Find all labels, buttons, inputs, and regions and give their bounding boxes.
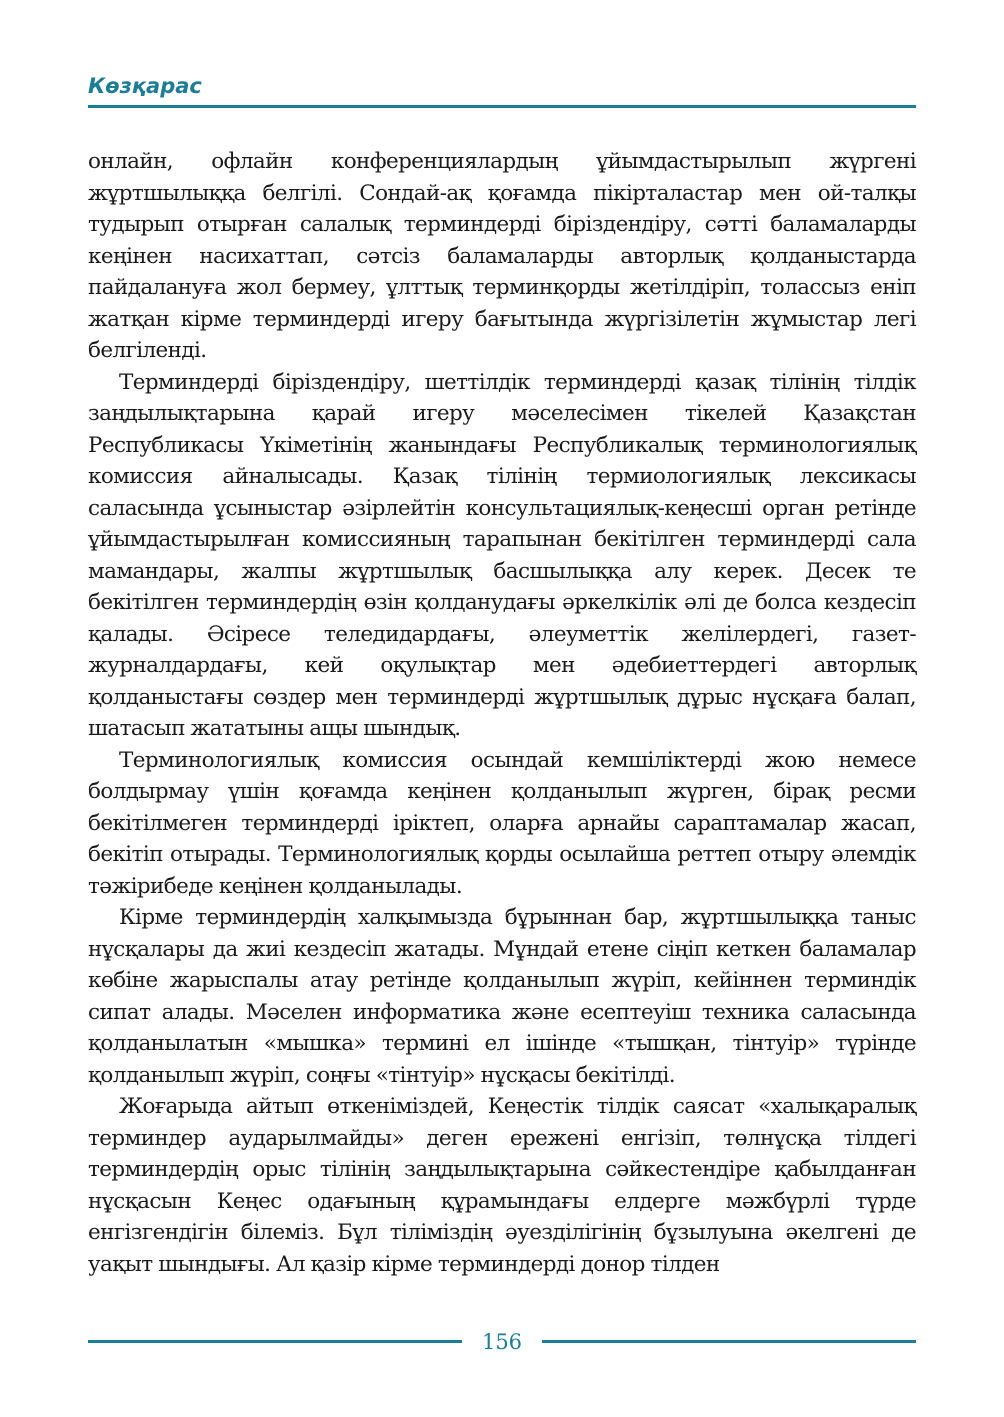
paragraph: Жоғарыда айтып өткеніміздей, Кеңестік тілдік саясат «халықаралық терминдер аударылмайды» деген ережені енгізіп, төлнұсқа тілдегі терминдердің орыс тілінің заңдылықтарына сәйкестендіре қабылданған нұсқасын Кеңес одағының құрамындағы елдерге мәжбүрлі түрде енгізгендігін білеміз. Бұл тіліміздің әуезділігінің бұзылуына әкелгені де уақыт шындығы. Ал қазір кірме терминдерді донор тілден: [88, 1094, 916, 1277]
body-text: [88, 146, 916, 1280]
paragraph: Терминдерді біріздендіру, шеттілдік терминдерді қазақ тілінің тілдік заңдылықтарына қарай игеру мәселесімен тікелей Қазақстан Республикасы Үкіметінің жанындағы Республикалық терминологиялық комиссия айналысады. Қазақ тілінің термиологиялық лексикасы саласында ұсыныстар әзірлейтін консультациялық-кеңесші орган ретінде ұйымдастырылған комиссияның тарапынан бекітілген терминдерді сала мамандары, жалпы жұртшылық басшылыққа алу керек. Десек те бекітілген терминдердің өзін қолданудағы әркелкілік әлі де болса кездесіп қалады. Әсіресе теледидардағы, әлеуметтік желілердегі, газет-журналдардағы, кей оқулықтар мен әдебиеттердегі авторлық қолданыстағы сөздер мен терминдерді жұртшылық дұрыс нұсқаға балап, шатасып жататыны ащы шындық.: [88, 369, 916, 741]
paragraph: Терминологиялық комиссия осындай кемшіліктерді жою немесе болдырмау үшін қоғамда кеңінен қолданылып жүрген, бірақ ресми бекітілмеген терминдерді іріктеп, оларға арнайы сараптамалар жасап, бекітіп отырады. Терминологиялық қорды осылайша реттеп отыру әлемдік тәжірибеде кеңінен қолданылады.: [88, 747, 916, 899]
page-number: 156: [481, 1330, 523, 1354]
paragraph: Кірме терминдердің халқымызда бұрыннан бар, жұртшылыққа таныс нұсқалары да жиі кездесіп жатады. Мұндай етене сіңіп кеткен баламалар көбіне жарыспалы атау ретінде қолданылып жүріп, кейіннен терминдік сипат алады. Мәселен информатика және есептеуіш техника саласында қолданылатын «мышка» термині ел ішінде «тышқан, тінтуір» түрінде қолданылып жүріп, соңғы «тінтуір» нұсқасы бекітілді.: [88, 905, 916, 1088]
header-divider: [88, 105, 916, 108]
page-footer: [88, 1325, 916, 1359]
footer-divider-left: [88, 1340, 462, 1343]
section-title: Көзқарас: [88, 74, 202, 98]
paragraph-continued: онлайн, офлайн конференциялардың ұйымдастырылып жүргені жұртшылыққа белгілі. Сондай-ақ қоғамда пікірталастар мен ой-талқы тудырып отырған салалық терминдерді біріздендіру, сәтті баламаларды кеңінен насихаттап, сәтсіз баламаларды авторлық қолданыстарда пайдалануға жол бермеу, ұлттық терминқорды жетілдіріп, толассыз еніп жатқан кірме терминдерді игеру бағытында жүргізілетін жұмыстар легі белгіленді.: [88, 149, 916, 363]
footer-divider-right: [542, 1340, 916, 1343]
running-header: [88, 70, 916, 108]
